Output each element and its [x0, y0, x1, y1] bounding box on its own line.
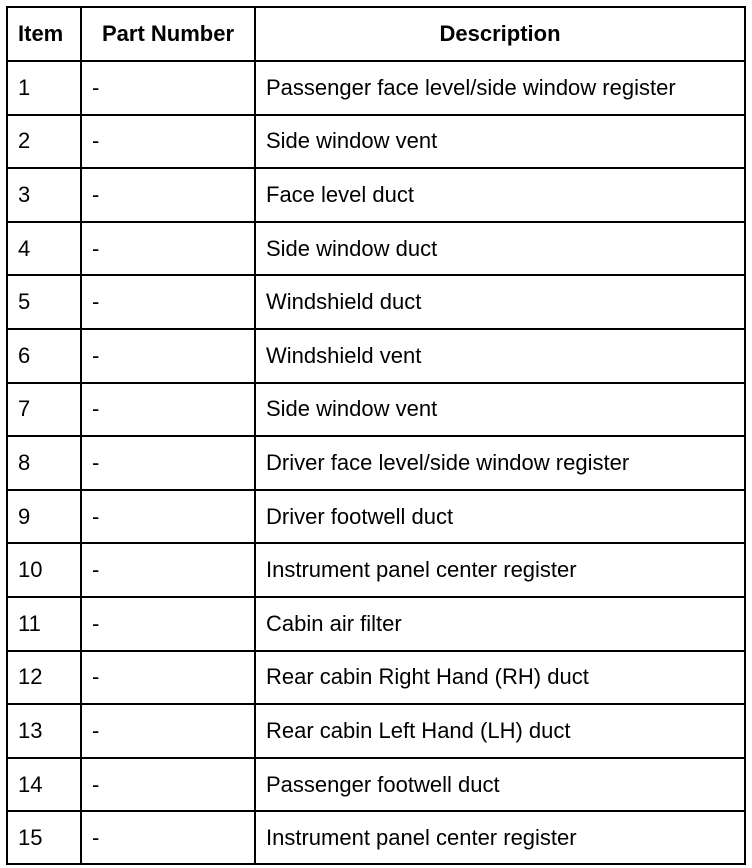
- cell-description: Passenger face level/side window register: [255, 61, 745, 115]
- cell-description: Windshield vent: [255, 329, 745, 383]
- cell-description: Side window duct: [255, 222, 745, 276]
- cell-item: 3: [7, 168, 81, 222]
- cell-item: 7: [7, 383, 81, 437]
- cell-description: Windshield duct: [255, 275, 745, 329]
- cell-item: 6: [7, 329, 81, 383]
- cell-description: Driver footwell duct: [255, 490, 745, 544]
- parts-table: [6, 6, 746, 865]
- cell-item: 4: [7, 222, 81, 276]
- cell-item: 12: [7, 651, 81, 705]
- cell-part-number: -: [81, 168, 255, 222]
- table-row: [7, 329, 745, 383]
- cell-item: 13: [7, 704, 81, 758]
- cell-part-number: -: [81, 61, 255, 115]
- table-row: [7, 436, 745, 490]
- cell-part-number: -: [81, 115, 255, 169]
- cell-part-number: -: [81, 758, 255, 812]
- cell-part-number: -: [81, 704, 255, 758]
- cell-part-number: -: [81, 651, 255, 705]
- header-item: Item: [7, 7, 81, 61]
- table-row: [7, 222, 745, 276]
- cell-part-number: -: [81, 597, 255, 651]
- cell-item: 9: [7, 490, 81, 544]
- cell-description: Rear cabin Right Hand (RH) duct: [255, 651, 745, 705]
- table-row: [7, 115, 745, 169]
- cell-part-number: -: [81, 543, 255, 597]
- cell-description: Side window vent: [255, 383, 745, 437]
- table-row: [7, 543, 745, 597]
- cell-part-number: -: [81, 811, 255, 864]
- cell-item: 14: [7, 758, 81, 812]
- cell-item: 1: [7, 61, 81, 115]
- cell-item: 11: [7, 597, 81, 651]
- table-header-row: [7, 7, 745, 61]
- cell-part-number: -: [81, 275, 255, 329]
- cell-part-number: -: [81, 383, 255, 437]
- cell-description: Instrument panel center register: [255, 811, 745, 864]
- cell-description: Side window vent: [255, 115, 745, 169]
- cell-description: Cabin air filter: [255, 597, 745, 651]
- cell-part-number: -: [81, 222, 255, 276]
- cell-description: Face level duct: [255, 168, 745, 222]
- table-row: [7, 597, 745, 651]
- cell-item: 2: [7, 115, 81, 169]
- table-row: [7, 811, 745, 864]
- cell-description: Driver face level/side window register: [255, 436, 745, 490]
- cell-part-number: -: [81, 490, 255, 544]
- cell-item: 5: [7, 275, 81, 329]
- table-row: [7, 651, 745, 705]
- table-row: [7, 61, 745, 115]
- cell-item: 15: [7, 811, 81, 864]
- table-row: [7, 490, 745, 544]
- cell-description: Passenger footwell duct: [255, 758, 745, 812]
- cell-description: Rear cabin Left Hand (LH) duct: [255, 704, 745, 758]
- cell-description: Instrument panel center register: [255, 543, 745, 597]
- cell-part-number: -: [81, 436, 255, 490]
- table-row: [7, 758, 745, 812]
- cell-item: 10: [7, 543, 81, 597]
- cell-item: 8: [7, 436, 81, 490]
- header-part-number: Part Number: [81, 7, 255, 61]
- header-description: Description: [255, 7, 745, 61]
- cell-part-number: -: [81, 329, 255, 383]
- table-row: [7, 704, 745, 758]
- table-row: [7, 275, 745, 329]
- table-row: [7, 383, 745, 437]
- table-row: [7, 168, 745, 222]
